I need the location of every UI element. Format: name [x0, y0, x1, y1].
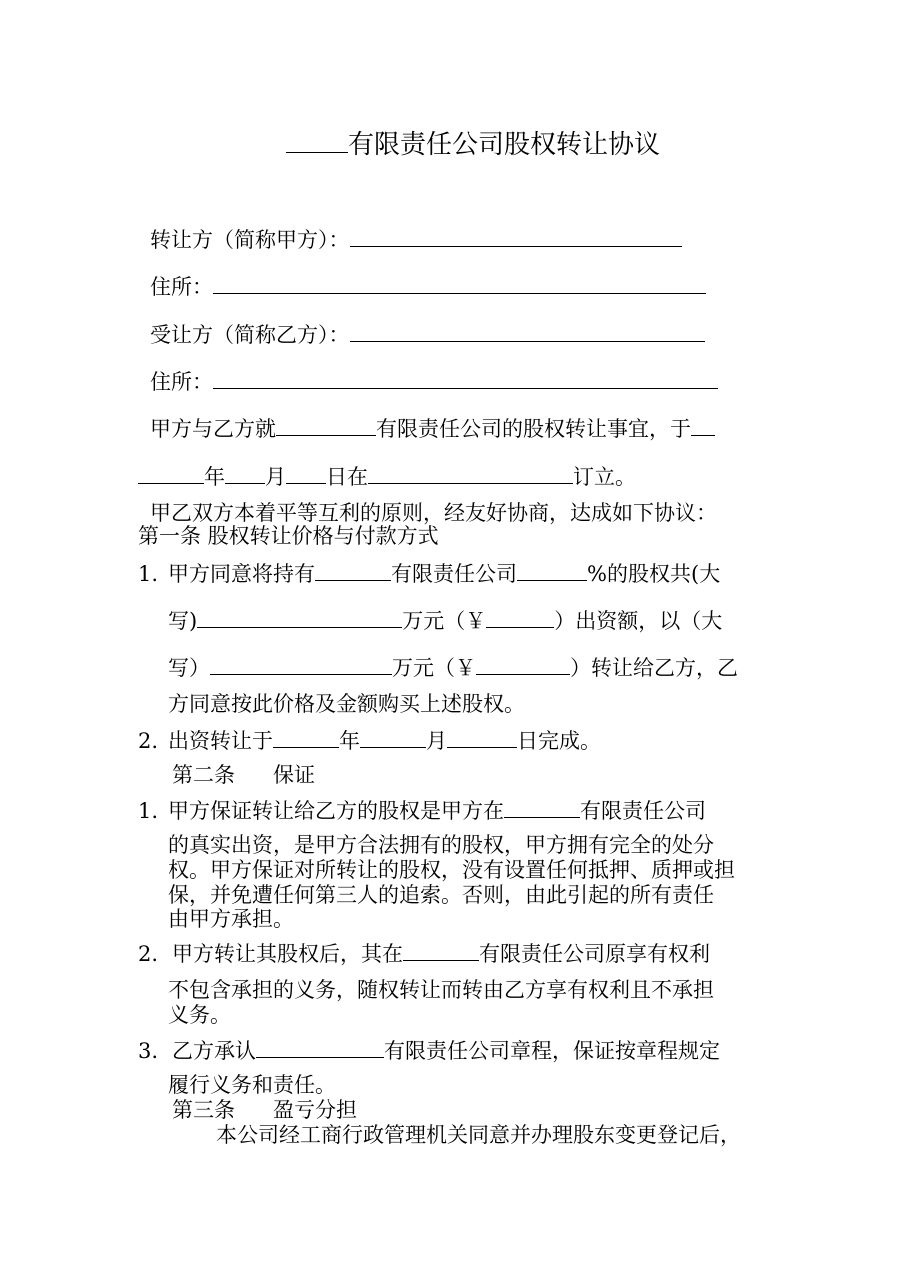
item-text: 乙方承认: [172, 1039, 257, 1063]
item-text: 有限责任公司: [580, 799, 707, 823]
transferee-blank: [350, 322, 705, 342]
item-text: 有限责任公司章程，保证按章程规定: [384, 1039, 721, 1063]
article1-item1-line2: [168, 608, 722, 634]
year-label: 年: [204, 465, 225, 489]
item-text: 甲方同意将持有: [168, 562, 316, 586]
article2-item1-line3: 权。甲方保证对所转让的股权，没有设置任何抵押、质押或担: [168, 858, 735, 882]
address1-line: [150, 274, 706, 300]
signed-label: 订立。: [573, 465, 636, 489]
year-blank: [138, 464, 204, 484]
intro-text-b: 有限责任公司的股权转让事宜，于: [376, 417, 691, 441]
article2-item1-line4: 保，并免遭任何第三人的追索。否则，由此引起的所有责任: [168, 883, 714, 907]
price-number-blank: [476, 655, 570, 675]
document-title: [286, 128, 660, 161]
article1-heading: 第一条 股权转让价格与付款方式: [138, 524, 439, 548]
article2-item3-line2: 履行义务和责任。: [168, 1073, 336, 1097]
company-name-blank: [286, 128, 348, 153]
article2-item3-line1: [138, 1038, 720, 1064]
item-text: ）转让给乙方，乙: [570, 656, 738, 680]
article3-line1: 本公司经工商行政管理机关同意并办理股东变更登记后，: [216, 1123, 741, 1147]
item-text: 日完成。: [517, 729, 602, 753]
intro-line-2: [138, 464, 636, 490]
company-blank: [403, 941, 479, 961]
item-text: ）出资额，以（大: [554, 609, 723, 633]
place-blank: [368, 464, 573, 484]
item-text: 写）: [168, 656, 210, 680]
heading-number: 第三条: [172, 1098, 235, 1122]
article2-item2-line3: 义务。: [168, 1003, 231, 1027]
article2-item2-line2: 不包含承担的义务，随权转让而转由乙方享有权利且不承担: [168, 978, 714, 1002]
transferee-label: 受让方（简称乙方）：: [150, 323, 350, 347]
item-text: 万元（￥: [392, 656, 476, 680]
company-blank: [256, 1038, 384, 1058]
intro-date-blank: [691, 416, 715, 436]
address1-label: 住所：: [150, 275, 213, 299]
item-number: 3.: [138, 1039, 159, 1063]
item-text: %的股权共(大: [587, 562, 721, 586]
transferor-label: 转让方（简称甲方）：: [150, 228, 350, 252]
amount-words-blank: [197, 608, 402, 628]
amount-number-blank: [486, 608, 554, 628]
item-text: 出资转让于: [168, 729, 274, 753]
address1-blank: [213, 274, 706, 294]
item-number: 1.: [138, 562, 159, 586]
item-text: 甲方转让其股权后，其在: [172, 942, 404, 966]
article2-item1-line5: 由甲方承担。: [168, 907, 294, 931]
article1-item1-line3: [168, 655, 738, 681]
day-at-label: 日在: [326, 465, 368, 489]
intro-paragraph-2: 甲乙双方本着平等互利的原则，经友好协商，达成如下协议：: [150, 501, 717, 525]
article2-item1-line2: 的真实出资，是甲方合法拥有的股权，甲方拥有完全的处分: [168, 833, 714, 857]
completion-day-blank: [447, 728, 517, 748]
item-text: 甲方保证转让给乙方的股权是甲方在: [168, 799, 505, 823]
heading-title: 保证: [273, 763, 315, 787]
article1-item2: [138, 728, 601, 754]
item-text: 有限责任公司原享有权利: [479, 942, 711, 966]
month-label: 月: [265, 465, 286, 489]
item-number: 1.: [138, 799, 159, 823]
item-text: 万元（￥: [402, 609, 487, 633]
address2-blank: [213, 369, 718, 389]
intro-company-blank: [276, 416, 376, 436]
completion-month-blank: [360, 728, 426, 748]
article2-item1-line1: [138, 798, 706, 824]
address2-line: [150, 369, 718, 395]
item-number: 2.: [138, 942, 159, 966]
month-blank: [225, 464, 265, 484]
price-words-blank: [210, 655, 392, 675]
intro-text-a: 甲方与乙方就: [150, 417, 276, 441]
percent-blank: [517, 561, 587, 581]
article2-heading: [172, 762, 315, 788]
article1-item1-line4: 方同意按此价格及金额购买上述股权。: [168, 692, 525, 716]
company-blank: [315, 561, 391, 581]
year-label: 年: [339, 729, 361, 753]
company-blank: [504, 798, 580, 818]
address2-label: 住所：: [150, 370, 213, 394]
transferor-blank: [350, 227, 682, 247]
title-text: 有限责任公司股权转让协议: [348, 130, 661, 160]
article1-item1-line1: [138, 561, 720, 587]
transferor-line: [150, 227, 682, 253]
intro-line-1: [150, 416, 715, 442]
heading-number: 第二条: [172, 763, 235, 787]
article2-item2-line1: [138, 941, 710, 967]
heading-title: 盈亏分担: [273, 1098, 357, 1122]
item-text: 写): [168, 609, 198, 633]
item-text: 有限责任公司: [391, 562, 518, 586]
month-label: 月: [426, 729, 448, 753]
article3-heading: [172, 1097, 357, 1123]
completion-year-blank: [273, 728, 339, 748]
item-number: 2.: [138, 729, 159, 753]
transferee-line: [150, 322, 705, 348]
day-blank: [286, 464, 326, 484]
